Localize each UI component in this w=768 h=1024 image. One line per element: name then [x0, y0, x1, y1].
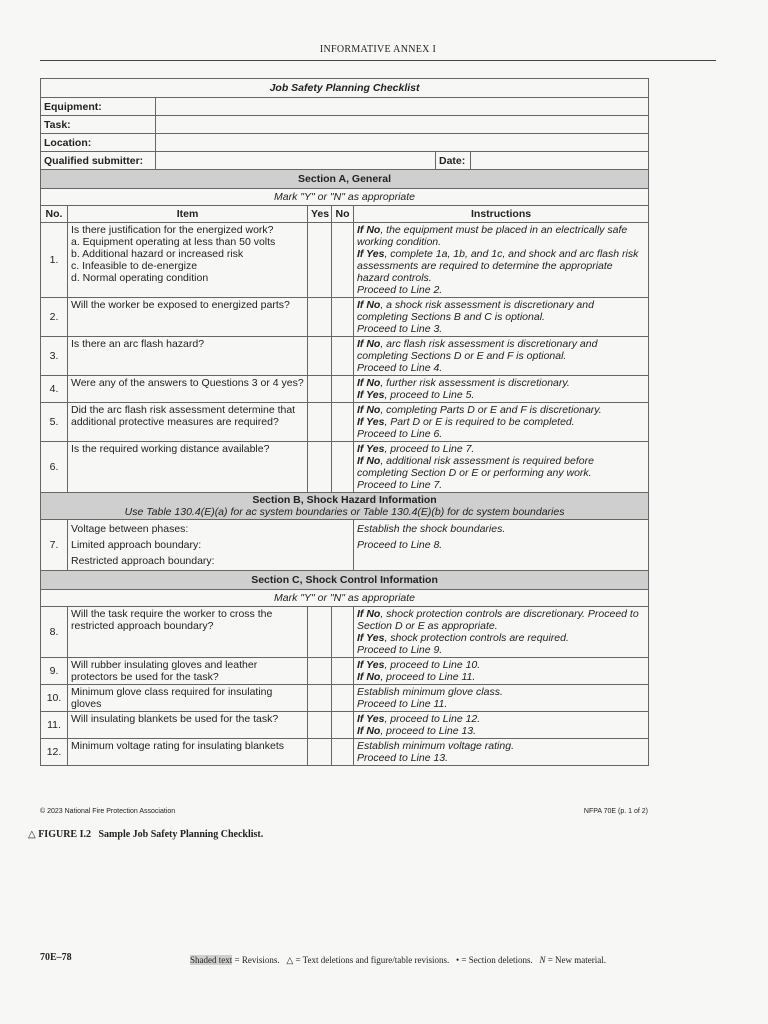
no-answer-cell[interactable]: [332, 298, 354, 337]
instruction-line: [357, 671, 645, 683]
instruction-text: Establish minimum glove class.: [357, 686, 503, 698]
question-row: [41, 298, 649, 337]
item-line: Will rubber insulating gloves and leather protectors be used for the task?: [71, 659, 258, 683]
job-safety-checklist: [40, 78, 649, 766]
instruction-line: [357, 428, 645, 440]
no-answer-cell[interactable]: [332, 376, 354, 403]
instruction-text: Proceed to Line 4.: [357, 362, 443, 374]
question-row: [41, 442, 649, 493]
no-answer-cell[interactable]: [332, 442, 354, 493]
item-line: Will the worker be exposed to energized parts?: [71, 299, 290, 311]
instruction-text: , proceed to Line 7.: [384, 443, 475, 455]
yes-answer-cell[interactable]: [308, 658, 332, 685]
instruction-line: [357, 389, 645, 401]
instruction-line: Establish the shock boundaries.: [357, 523, 506, 535]
question-row: [41, 739, 649, 766]
question-row: [41, 658, 649, 685]
qualified-submitter-field[interactable]: [156, 152, 436, 170]
instruction-text: , additional risk assessment is required before completing Section D or E or performing any work.: [357, 455, 594, 479]
figure-caption: [28, 829, 263, 840]
col-item-header: Item: [68, 206, 308, 223]
task-label: Task:: [41, 116, 156, 134]
instruction-line: [357, 338, 645, 362]
col-instructions-header: Instructions: [354, 206, 649, 223]
instruction-line: [357, 224, 645, 248]
row-number: 5.: [41, 403, 68, 442]
instruction-text: Proceed to Line 3.: [357, 323, 443, 335]
item-line: Did the arc flash risk assessment determine that additional protective measures are required?: [71, 404, 296, 428]
instructions-cell: [354, 442, 649, 493]
instruction-line: [357, 740, 645, 752]
annex-title: INFORMATIVE ANNEX I: [319, 44, 437, 55]
instruction-text: Proceed to Line 6.: [357, 428, 443, 440]
instruction-condition: If Yes: [357, 632, 385, 644]
col-yes-header: Yes: [308, 206, 332, 223]
question-row: [41, 607, 649, 658]
instruction-line: [357, 698, 645, 710]
yes-answer-cell[interactable]: [308, 223, 332, 298]
instruction-text: , the equipment must be placed in an electrically safe working condition.: [357, 224, 628, 248]
instruction-condition: If No: [357, 671, 381, 683]
instruction-condition: If Yes: [357, 443, 385, 455]
no-answer-cell[interactable]: [332, 607, 354, 658]
instruction-text: , proceed to Line 10.: [384, 659, 481, 671]
instructions-cell: [354, 376, 649, 403]
instruction-text: , proceed to Line 13.: [380, 725, 477, 737]
instructions-cell: [354, 607, 649, 658]
instruction-text: , shock protection controls are required.: [384, 632, 569, 644]
instruction-condition: If No: [357, 299, 381, 311]
item-question: [68, 712, 308, 739]
yes-answer-cell[interactable]: [308, 442, 332, 493]
instruction-line: [357, 323, 645, 335]
question-row: [41, 403, 649, 442]
row-number: 2.: [41, 298, 68, 337]
yes-answer-cell[interactable]: [308, 403, 332, 442]
instructions-cell: [354, 403, 649, 442]
no-answer-cell[interactable]: [332, 685, 354, 712]
row-number: 10.: [41, 685, 68, 712]
item-line: Will the task require the worker to cross the restricted approach boundary?: [71, 608, 273, 632]
equipment-label: Equipment:: [41, 98, 156, 116]
yes-answer-cell[interactable]: [308, 298, 332, 337]
row-number: 12.: [41, 739, 68, 766]
figure-caption-text: FIGURE I.2 Sample Job Safety Planning Checklist.: [38, 829, 264, 840]
item-line: Is the required working distance available?: [71, 443, 270, 455]
item-question: [68, 337, 308, 376]
instruction-text: , arc flash risk assessment is discretionary and completing Sections D or E and F is optional.: [357, 338, 598, 362]
copyright: © 2023 National Fire Protection Association: [40, 808, 176, 815]
revision-legend: [190, 955, 606, 966]
row-number: 3.: [41, 337, 68, 376]
instruction-condition: If No: [357, 338, 381, 350]
item-line: Will insulating blankets be used for the task?: [71, 713, 279, 725]
row-number: 4.: [41, 376, 68, 403]
instruction-line: [357, 752, 645, 764]
no-answer-cell[interactable]: [332, 658, 354, 685]
instruction-text: , Part D or E is required to be completed.: [384, 416, 575, 428]
instruction-line: [357, 299, 645, 323]
instruction-text: , proceed to Line 5.: [384, 389, 475, 401]
instruction-condition: If No: [357, 224, 381, 236]
section-a-header: Section A, General: [41, 170, 649, 189]
form-page-reference: NFPA 70E (p. 1 of 2): [583, 808, 648, 815]
instruction-line: [357, 479, 645, 491]
instruction-condition: If No: [357, 455, 381, 467]
yes-answer-cell[interactable]: [308, 712, 332, 739]
instruction-text: Proceed to Line 13.: [357, 752, 449, 764]
instruction-line: [357, 404, 645, 416]
item-line: a. Equipment operating at less than 50 volts: [71, 236, 276, 248]
question-row: [41, 376, 649, 403]
no-answer-cell[interactable]: [332, 337, 354, 376]
item-line: d. Normal operating condition: [71, 272, 209, 284]
item-line: Minimum glove class required for insulating gloves: [71, 686, 273, 710]
yes-answer-cell[interactable]: [308, 685, 332, 712]
instruction-line: [357, 659, 645, 671]
task-field[interactable]: [156, 116, 649, 134]
location-label: Location:: [41, 134, 156, 152]
mark-instruction-c: Mark "Y" or "N" as appropriate: [41, 590, 649, 607]
instruction-text: , completing Parts D or E and F is discretionary.: [380, 404, 602, 416]
question-row: [41, 223, 649, 298]
yes-answer-cell[interactable]: [308, 376, 332, 403]
instructions-cell: [354, 658, 649, 685]
equipment-field[interactable]: [156, 98, 649, 116]
instruction-condition: If Yes: [357, 248, 385, 260]
instruction-text: Proceed to Line 9.: [357, 644, 443, 656]
item-question: [68, 376, 308, 403]
no-answer-cell[interactable]: [332, 403, 354, 442]
row-number: 7.: [41, 520, 68, 571]
row-7-instructions: [354, 520, 649, 571]
mark-instruction-a: Mark "Y" or "N" as appropriate: [41, 189, 649, 206]
instructions-cell: [354, 223, 649, 298]
instruction-text: Proceed to Line 7.: [357, 479, 443, 491]
restricted-approach-boundary-label: Restricted approach boundary:: [71, 555, 215, 567]
instruction-line: [357, 686, 645, 698]
yes-answer-cell[interactable]: [308, 607, 332, 658]
item-line: Were any of the answers to Questions 3 or 4 yes?: [71, 377, 304, 389]
instruction-text: , proceed to Line 12.: [384, 713, 481, 725]
row-number: 9.: [41, 658, 68, 685]
section-c-header: Section C, Shock Control Information: [41, 571, 649, 590]
row-7-items: [68, 520, 354, 571]
instruction-condition: If Yes: [357, 659, 385, 671]
instruction-text: , a shock risk assessment is discretionary and completing Sections B and C is optional.: [357, 299, 594, 323]
instruction-line: [357, 248, 645, 284]
instructions-cell: [354, 337, 649, 376]
instruction-line: [357, 362, 645, 374]
legend-description: = Revisions. △ = Text deletions and figure/table revisions. • = Section deletions.: [232, 955, 540, 965]
instruction-text: Proceed to Line 11.: [357, 698, 448, 710]
instruction-line: [357, 377, 645, 389]
no-answer-cell[interactable]: [332, 739, 354, 766]
row-number: 8.: [41, 607, 68, 658]
instruction-text: Proceed to Line 2.: [357, 284, 443, 296]
date-field[interactable]: [471, 152, 649, 170]
instructions-cell: [354, 685, 649, 712]
legend-new-marker: N: [539, 955, 546, 965]
legend-new-description: = New material.: [545, 955, 607, 965]
instruction-line: [357, 443, 645, 455]
yes-answer-cell[interactable]: [308, 739, 332, 766]
item-question: [68, 403, 308, 442]
instruction-condition: If Yes: [357, 389, 385, 401]
instructions-cell: [354, 739, 649, 766]
row-number: 1.: [41, 223, 68, 298]
item-line: c. Infeasible to de-energize: [71, 260, 198, 272]
instructions-cell: [354, 298, 649, 337]
col-no-answer-header: No: [332, 206, 354, 223]
instruction-line: [357, 644, 645, 656]
instruction-line: [357, 632, 645, 644]
instruction-line: [357, 284, 645, 296]
instruction-condition: If Yes: [357, 713, 385, 725]
item-question: [68, 607, 308, 658]
page-number: 70E–78: [40, 952, 72, 963]
legend-shaded-text: Shaded text: [190, 955, 233, 965]
header-rule: [40, 60, 716, 61]
item-question: [68, 442, 308, 493]
qualified-submitter-label: Qualified submitter:: [41, 152, 156, 170]
item-question: [68, 685, 308, 712]
voltage-between-phases-label: Voltage between phases:: [71, 523, 189, 535]
form-title: Job Safety Planning Checklist: [41, 79, 649, 98]
section-b-title: Section B, Shock Hazard Information: [252, 494, 437, 506]
instruction-line: [357, 713, 645, 725]
instruction-line: Proceed to Line 8.: [357, 539, 443, 551]
question-row: [41, 337, 649, 376]
instruction-condition: If Yes: [357, 416, 385, 428]
row-number: 11.: [41, 712, 68, 739]
item-question: [68, 739, 308, 766]
no-answer-cell[interactable]: [332, 712, 354, 739]
instruction-line: [357, 455, 645, 479]
section-b-subtitle: Use Table 130.4(E)(a) for ac system boundaries or Table 130.4(E)(b) for dc system boundaries: [124, 506, 565, 518]
instruction-text: , shock protection controls are discretionary. Proceed to Section D or E as appropriate.: [357, 608, 639, 632]
item-question: [68, 223, 308, 298]
instruction-text: , proceed to Line 11.: [380, 671, 476, 683]
limited-approach-boundary-label: Limited approach boundary:: [71, 539, 202, 551]
instruction-text: Establish minimum voltage rating.: [357, 740, 514, 752]
date-label: Date:: [436, 152, 471, 170]
location-field[interactable]: [156, 134, 649, 152]
question-row: [41, 712, 649, 739]
instruction-text: , complete 1a, 1b, and 1c, and shock and arc flash risk assessments are required to determine the appropriate hazard controls.: [357, 248, 639, 284]
instruction-text: , further risk assessment is discretionary.: [380, 377, 570, 389]
item-line: Is there justification for the energized work?: [71, 224, 274, 236]
item-question: [68, 298, 308, 337]
item-line: b. Additional hazard or increased risk: [71, 248, 244, 260]
row-number: 6.: [41, 442, 68, 493]
yes-answer-cell[interactable]: [308, 337, 332, 376]
instruction-condition: If No: [357, 404, 381, 416]
question-row: [41, 685, 649, 712]
item-line: Is there an arc flash hazard?: [71, 338, 205, 350]
section-b-header: [41, 493, 649, 520]
instruction-condition: If No: [357, 608, 381, 620]
item-question: [68, 658, 308, 685]
instruction-condition: If No: [357, 377, 381, 389]
instruction-condition: If No: [357, 725, 381, 737]
col-no-header: No.: [41, 206, 68, 223]
delta-icon: △: [28, 829, 36, 840]
instructions-cell: [354, 712, 649, 739]
instruction-line: [357, 416, 645, 428]
no-answer-cell[interactable]: [332, 223, 354, 298]
item-line: Minimum voltage rating for insulating blankets: [71, 740, 285, 752]
instruction-line: [357, 608, 645, 632]
instruction-line: [357, 725, 645, 737]
